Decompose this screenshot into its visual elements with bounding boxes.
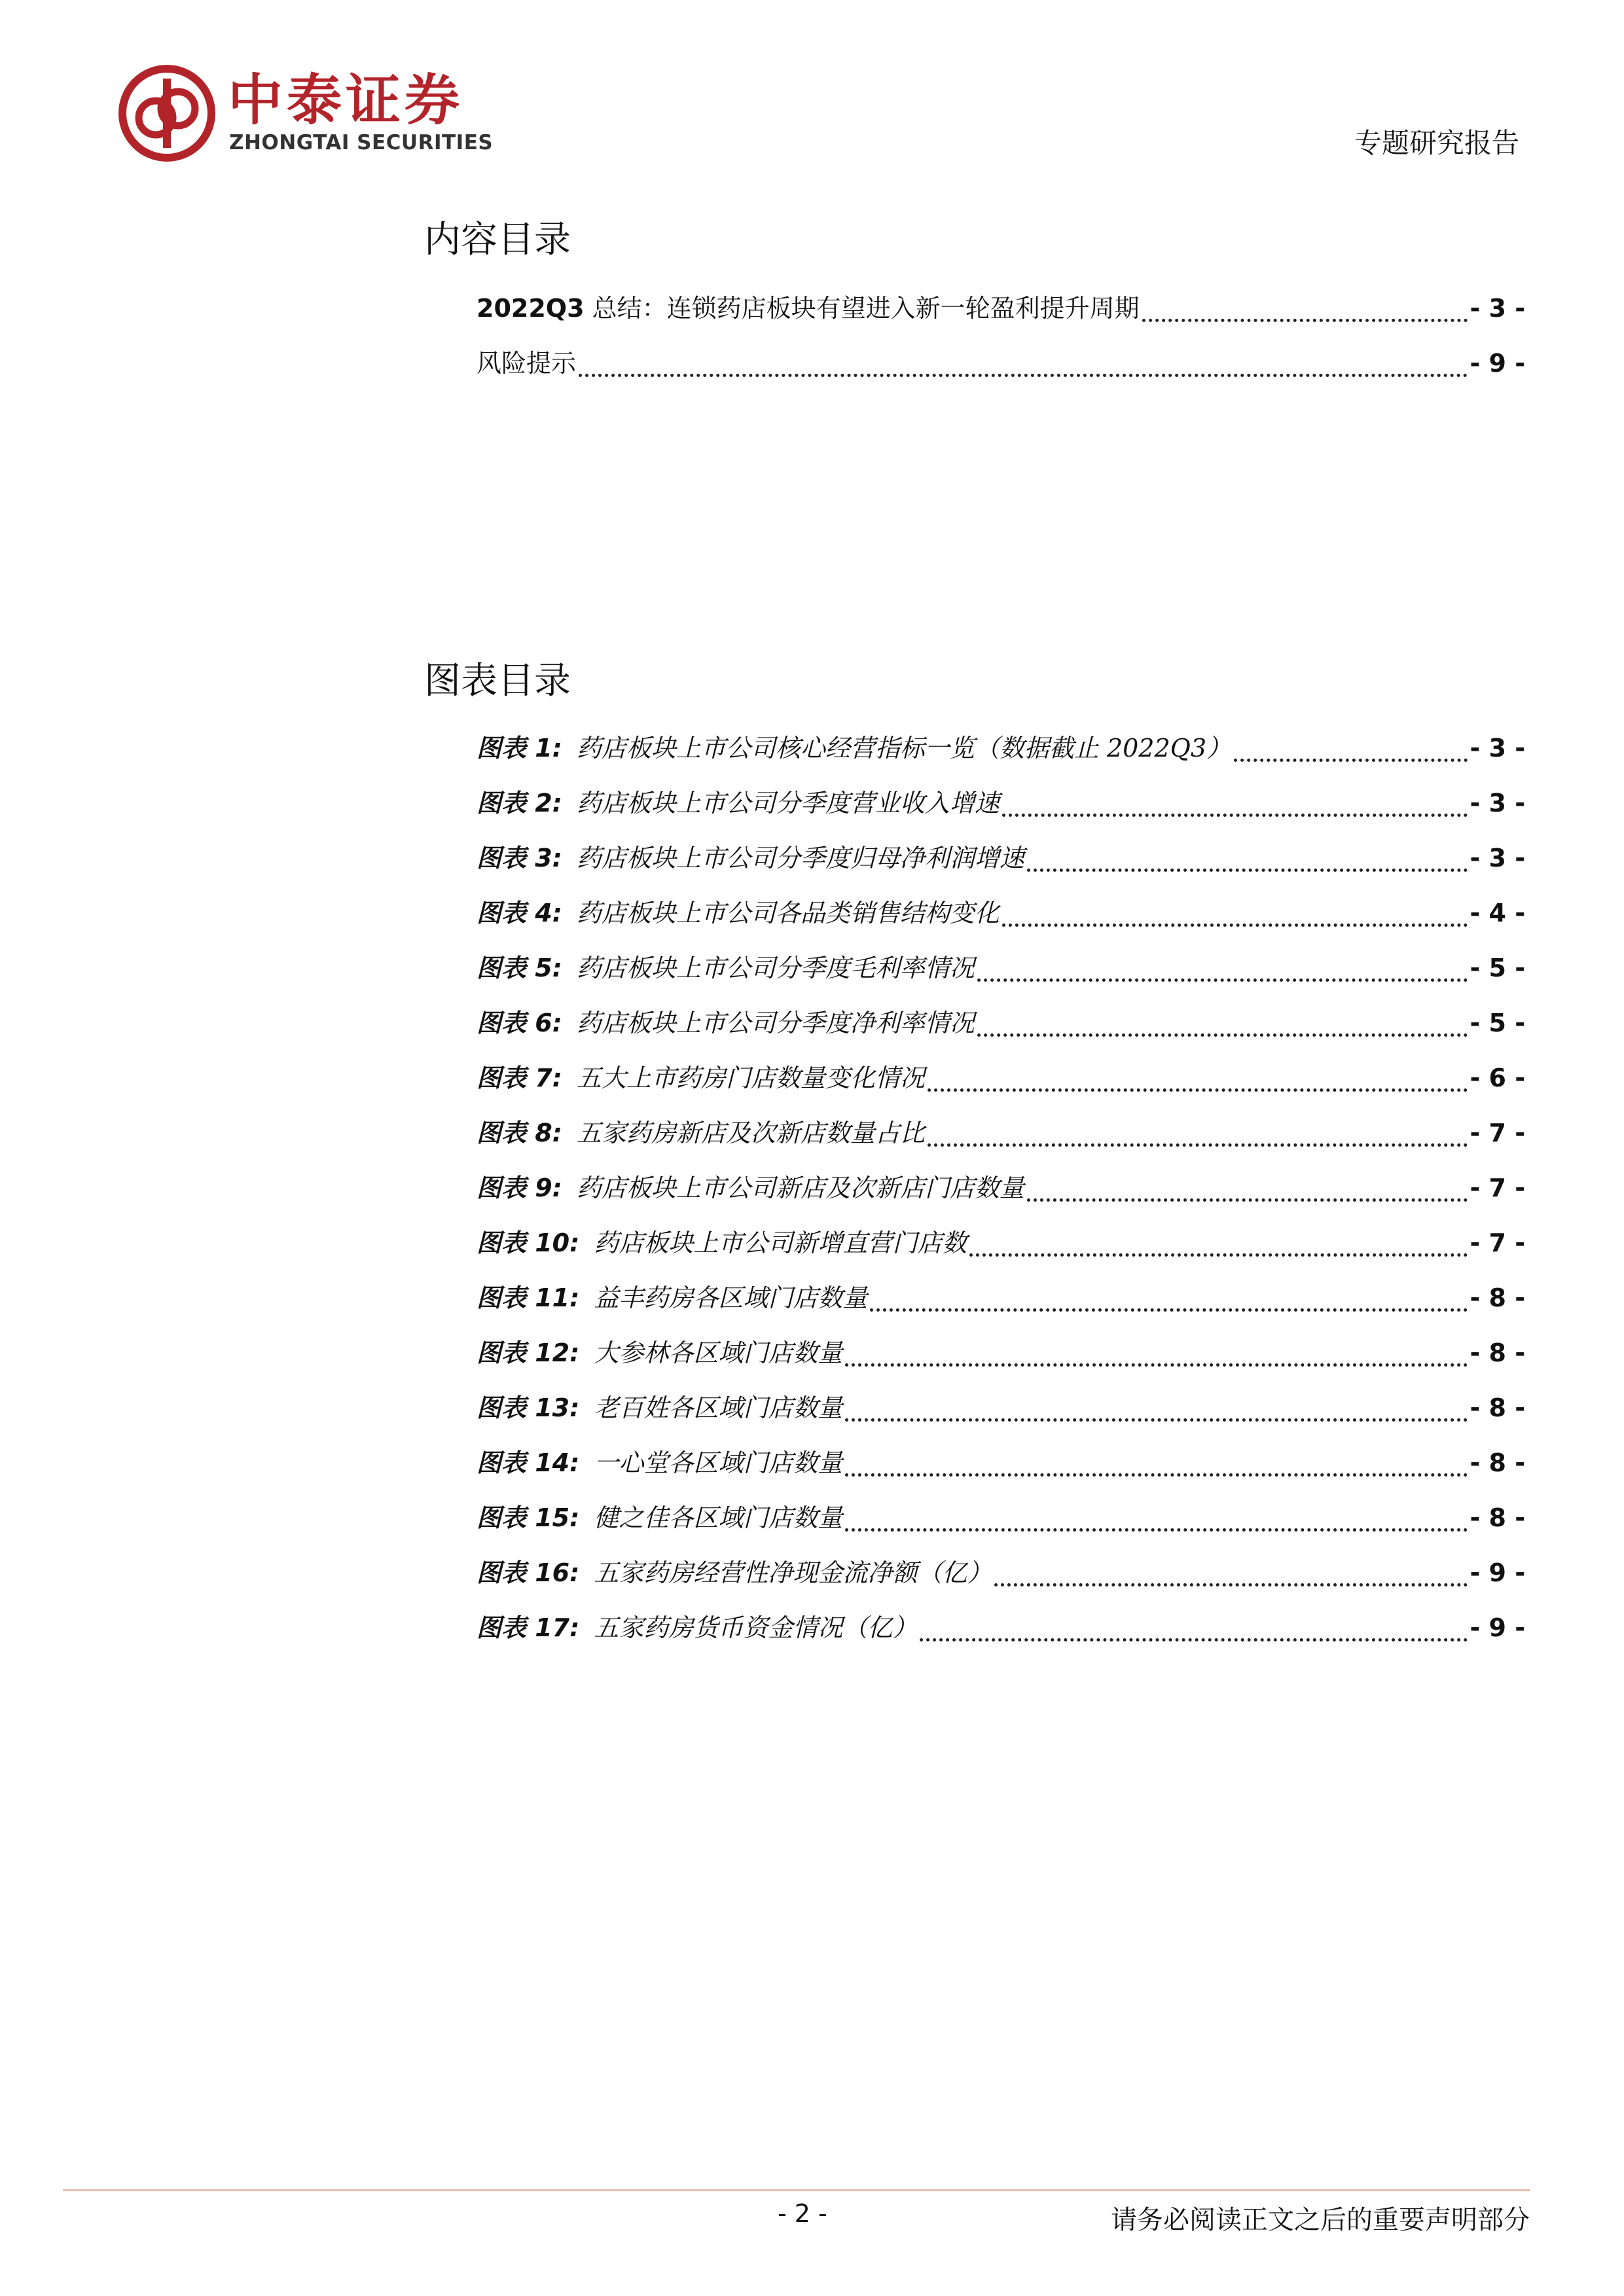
brand-name-en: ZHONGTAI SECURITIES xyxy=(229,131,494,154)
figure-toc-page: - 3 - xyxy=(1470,844,1525,872)
dot-leader xyxy=(969,1253,1467,1257)
dot-leader xyxy=(928,1143,1468,1147)
footer-disclaimer-note: 请务必阅读正文之后的重要声明部分 xyxy=(1111,2205,1530,2235)
figure-toc-entry[interactable] xyxy=(477,1223,1525,1278)
figure-toc-entry[interactable] xyxy=(477,1168,1525,1223)
figure-toc-entry[interactable] xyxy=(477,1607,1525,1662)
figure-number: 图表 4: xyxy=(477,899,562,927)
figure-toc-entry[interactable] xyxy=(477,1278,1525,1333)
figure-toc-page: - 7 - xyxy=(1470,1119,1525,1147)
figure-number: 图表 9: xyxy=(477,1174,562,1202)
dot-leader xyxy=(845,1473,1467,1477)
dot-leader xyxy=(1027,1198,1468,1202)
figure-toc-label xyxy=(477,1443,842,1479)
figure-toc-label xyxy=(477,728,1231,764)
figure-toc-entry[interactable] xyxy=(477,1498,1525,1552)
dot-leader xyxy=(1142,319,1468,322)
figure-caption: 老百姓各区域门店数量 xyxy=(594,1393,843,1422)
figure-toc-page: - 7 - xyxy=(1470,1174,1525,1202)
figure-toc-label xyxy=(477,948,975,984)
figure-caption: 健之佳各区域门店数量 xyxy=(594,1503,843,1532)
figure-toc-label xyxy=(477,783,1000,819)
figure-toc-label xyxy=(477,1058,925,1094)
figure-number: 图表 8: xyxy=(477,1119,562,1147)
figure-toc-entry[interactable] xyxy=(477,948,1525,1003)
dot-leader xyxy=(1002,814,1468,817)
figure-number: 图表 7: xyxy=(477,1064,562,1092)
figure-number: 图表 6: xyxy=(477,1009,562,1037)
dot-leader xyxy=(579,374,1468,377)
figure-toc-page: - 8 - xyxy=(1470,1393,1525,1422)
figure-toc-entry[interactable] xyxy=(477,838,1525,893)
figure-toc-label xyxy=(477,1388,842,1424)
brand-name-cn: 中泰证券 xyxy=(228,68,464,132)
contents-title: 内容目录 xyxy=(424,219,571,261)
figure-toc-label xyxy=(477,1113,925,1149)
figure-caption: 五大上市药房门店数量变化情况 xyxy=(576,1064,925,1092)
figure-toc-page: - 4 - xyxy=(1470,899,1525,927)
figure-toc-label xyxy=(477,1333,842,1369)
figure-toc-label xyxy=(477,1003,975,1039)
toc-entry-label: 2022Q3 总结：连锁药店板块有望进入新一轮盈利提升周期 xyxy=(477,294,1140,323)
dot-leader xyxy=(845,1528,1467,1532)
figure-caption: 药店板块上市公司新增直营门店数 xyxy=(594,1229,967,1257)
figure-number: 图表 10: xyxy=(477,1229,580,1257)
dot-leader xyxy=(845,1418,1467,1422)
figure-caption: 益丰药房各区域门店数量 xyxy=(594,1283,868,1312)
figure-number: 图表 12: xyxy=(477,1338,580,1367)
figure-number: 图表 17: xyxy=(477,1613,580,1642)
figure-caption: 药店板块上市公司分季度归母净利润增速 xyxy=(576,844,1024,872)
dot-leader xyxy=(1002,924,1468,927)
figure-caption: 药店板块上市公司各品类销售结构变化 xyxy=(576,899,1000,927)
figure-caption: 药店板块上市公司分季度毛利率情况 xyxy=(576,954,975,982)
figure-toc-label xyxy=(477,1552,992,1588)
figure-number: 图表 3: xyxy=(477,844,562,872)
figures-title: 图表目录 xyxy=(424,660,571,702)
figure-toc-label xyxy=(477,1168,1024,1204)
figure-toc-page: - 3 - xyxy=(1470,789,1525,817)
figure-toc-entry[interactable] xyxy=(477,1003,1525,1058)
figure-toc-page: - 8 - xyxy=(1470,1283,1525,1312)
figure-number: 图表 2: xyxy=(477,789,562,817)
figure-toc-entry[interactable] xyxy=(477,783,1525,838)
toc-entry[interactable] xyxy=(477,343,1525,398)
figures-list xyxy=(477,728,1525,1662)
figure-toc-page: - 7 - xyxy=(1470,1229,1525,1257)
figure-caption: 五家药房经营性净现金流净额（亿） xyxy=(594,1558,992,1587)
toc-entry-page: - 9 - xyxy=(1470,349,1525,378)
dot-leader xyxy=(994,1583,1467,1587)
figure-toc-label xyxy=(477,893,1000,929)
figure-caption: 大参林各区域门店数量 xyxy=(594,1338,843,1367)
figure-toc-entry[interactable] xyxy=(477,728,1525,783)
figure-toc-page: - 3 - xyxy=(1470,734,1525,762)
toc-entry[interactable] xyxy=(477,288,1525,343)
figure-number: 图表 5: xyxy=(477,954,562,982)
dot-leader xyxy=(928,1088,1468,1092)
figure-toc-entry[interactable] xyxy=(477,1443,1525,1498)
figure-caption: 药店板块上市公司核心经营指标一览（数据截止 2022Q3） xyxy=(576,734,1231,762)
figure-toc-label xyxy=(477,1498,842,1534)
figure-caption: 药店板块上市公司新店及次新店门店数量 xyxy=(576,1174,1024,1202)
figure-number: 图表 1: xyxy=(477,734,562,762)
footer-divider xyxy=(63,2189,1530,2191)
figure-toc-page: - 5 - xyxy=(1470,1009,1525,1037)
footer-page-number: - 2 - xyxy=(778,2199,827,2228)
figure-toc-entry[interactable] xyxy=(477,1058,1525,1113)
dot-leader xyxy=(845,1363,1467,1367)
dot-leader xyxy=(870,1308,1467,1312)
figure-toc-entry[interactable] xyxy=(477,1113,1525,1168)
dot-leader xyxy=(1234,759,1468,762)
figure-toc-label xyxy=(477,1223,967,1259)
zhongtai-logo-icon xyxy=(118,64,216,162)
figure-toc-page: - 8 - xyxy=(1470,1338,1525,1367)
figure-number: 图表 13: xyxy=(477,1393,580,1422)
figure-number: 图表 11: xyxy=(477,1283,580,1312)
dot-leader xyxy=(977,978,1468,982)
figure-toc-entry[interactable] xyxy=(477,1552,1525,1607)
figure-caption: 五家药房货币资金情况（亿） xyxy=(594,1613,918,1642)
figure-toc-page: - 5 - xyxy=(1470,954,1525,982)
dot-leader xyxy=(1027,869,1468,872)
dot-leader xyxy=(977,1033,1468,1037)
figure-toc-entry[interactable] xyxy=(477,893,1525,948)
figure-toc-entry[interactable] xyxy=(477,1333,1525,1388)
report-type: 专题研究报告 xyxy=(1354,127,1519,159)
figure-caption: 五家药房新店及次新店数量占比 xyxy=(576,1119,925,1147)
figure-toc-page: - 8 - xyxy=(1470,1503,1525,1532)
figure-number: 图表 14: xyxy=(477,1448,580,1477)
figure-number: 图表 15: xyxy=(477,1503,580,1532)
toc-entry-page: - 3 - xyxy=(1470,294,1525,323)
figure-caption: 一心堂各区域门店数量 xyxy=(594,1448,843,1477)
figure-toc-label xyxy=(477,1278,867,1314)
figure-toc-entry[interactable] xyxy=(477,1388,1525,1443)
toc-entry-label: 风险提示 xyxy=(477,349,577,378)
figure-toc-page: - 9 - xyxy=(1470,1613,1525,1642)
figure-toc-page: - 6 - xyxy=(1470,1064,1525,1092)
figure-caption: 药店板块上市公司分季度营业收入增速 xyxy=(576,789,1000,817)
figure-toc-label xyxy=(477,838,1024,874)
figure-toc-page: - 8 - xyxy=(1470,1448,1525,1477)
figure-caption: 药店板块上市公司分季度净利率情况 xyxy=(576,1009,975,1037)
figure-toc-label xyxy=(477,1607,917,1643)
dot-leader xyxy=(920,1638,1467,1641)
figure-toc-page: - 9 - xyxy=(1470,1558,1525,1587)
figure-number: 图表 16: xyxy=(477,1558,580,1587)
contents-list xyxy=(477,288,1525,398)
